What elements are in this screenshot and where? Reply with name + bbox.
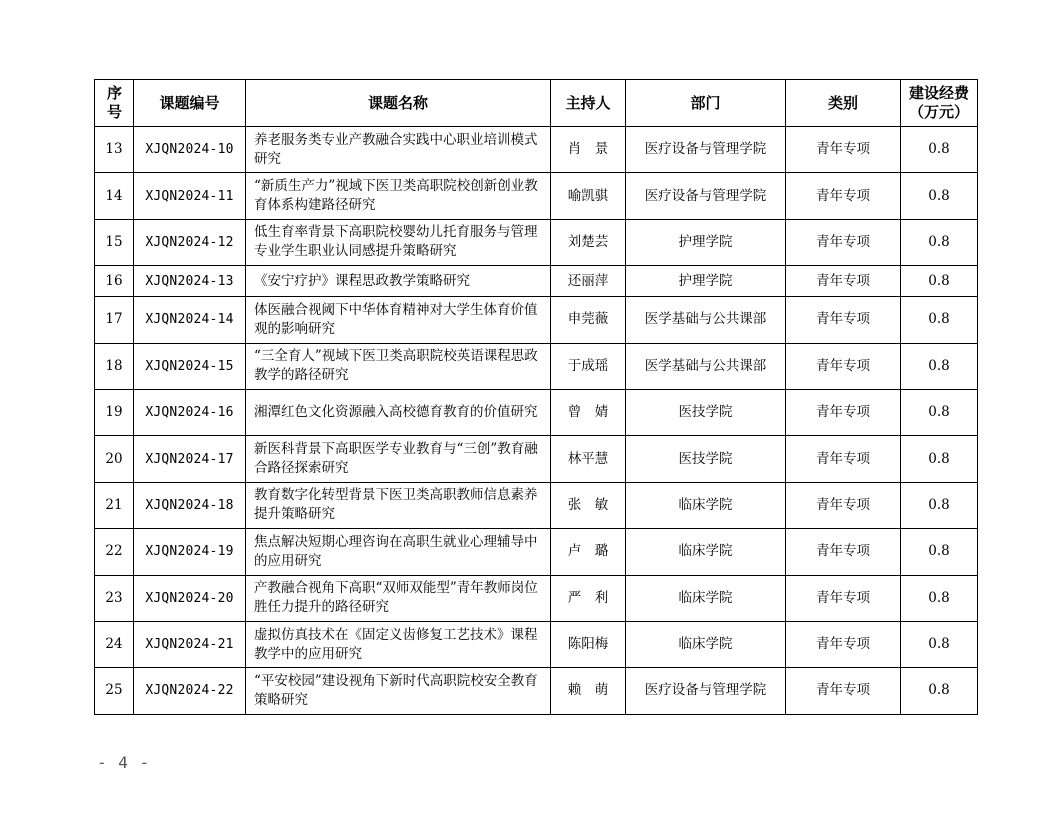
cell-dept: 医疗设备与管理学院 [626,668,786,714]
cell-code: XJQN2024-22 [134,668,246,714]
cell-title: 教育数字化转型背景下医卫类高职教师信息素养提升策略研究 [246,482,551,528]
table-row [95,668,978,714]
header-fund-line1: 建设经费 [908,84,969,102]
table-row [95,621,978,667]
cell-dept: 临床学院 [626,575,786,621]
cell-code: XJQN2024-16 [134,389,246,435]
cell-seq: 15 [95,219,134,265]
cell-code: XJQN2024-21 [134,621,246,667]
cell-title: 产教融合视角下高职“双师双能型”青年教师岗位胜任力提升的路径研究 [246,575,551,621]
cell-host: 于成瑶 [551,343,626,389]
table-row [95,575,978,621]
cell-title: 低生育率背景下高职院校婴幼儿托育服务与管理专业学生职业认同感提升策略研究 [246,219,551,265]
cell-category: 青年专项 [786,173,901,219]
cell-code: XJQN2024-15 [134,343,246,389]
cell-code: XJQN2024-10 [134,127,246,173]
cell-title: 虚拟仿真技术在《固定义齿修复工艺技术》课程教学中的应用研究 [246,621,551,667]
cell-category: 青年专项 [786,436,901,482]
cell-host: 卢 璐 [551,529,626,575]
cell-host: 申莞薇 [551,297,626,343]
cell-dept: 医疗设备与管理学院 [626,173,786,219]
cell-category: 青年专项 [786,575,901,621]
cell-fund: 0.8 [901,297,978,343]
cell-dept: 临床学院 [626,621,786,667]
cell-dept: 医技学院 [626,436,786,482]
table-row [95,297,978,343]
cell-code: XJQN2024-18 [134,482,246,528]
cell-code: XJQN2024-20 [134,575,246,621]
cell-seq: 14 [95,173,134,219]
cell-seq: 17 [95,297,134,343]
cell-category: 青年专项 [786,297,901,343]
cell-host: 喻凯骐 [551,173,626,219]
header-fund-line2: （万元） [908,103,969,121]
cell-title: 湘潭红色文化资源融入高校德育教育的价值研究 [246,389,551,435]
cell-seq: 16 [95,266,134,297]
cell-title: “平安校园”建设视角下新时代高职院校安全教育策略研究 [246,668,551,714]
cell-code: XJQN2024-13 [134,266,246,297]
cell-dept: 医疗设备与管理学院 [626,127,786,173]
cell-seq: 20 [95,436,134,482]
cell-fund: 0.8 [901,173,978,219]
table-row [95,436,978,482]
cell-host: 还丽萍 [551,266,626,297]
cell-dept: 临床学院 [626,482,786,528]
cell-fund: 0.8 [901,343,978,389]
cell-dept: 临床学院 [626,529,786,575]
cell-code: XJQN2024-14 [134,297,246,343]
cell-host: 林平慧 [551,436,626,482]
cell-fund: 0.8 [901,266,978,297]
table-row [95,482,978,528]
cell-fund: 0.8 [901,436,978,482]
header-seq: 序号 [95,80,134,127]
cell-seq: 21 [95,482,134,528]
table-row [95,389,978,435]
cell-category: 青年专项 [786,668,901,714]
header-code: 课题编号 [134,80,246,127]
cell-title: 《安宁疗护》课程思政教学策略研究 [246,266,551,297]
cell-host: 刘楚芸 [551,219,626,265]
cell-category: 青年专项 [786,219,901,265]
cell-dept: 医学基础与公共课部 [626,297,786,343]
cell-code: XJQN2024-11 [134,173,246,219]
table-row [95,343,978,389]
cell-seq: 25 [95,668,134,714]
cell-fund: 0.8 [901,219,978,265]
cell-seq: 13 [95,127,134,173]
cell-host: 曾 婧 [551,389,626,435]
cell-category: 青年专项 [786,389,901,435]
cell-seq: 22 [95,529,134,575]
table-row [95,219,978,265]
cell-fund: 0.8 [901,668,978,714]
cell-host: 肖 景 [551,127,626,173]
cell-title: 养老服务类专业产教融合实践中心职业培训模式研究 [246,127,551,173]
header-fund [901,80,978,127]
cell-category: 青年专项 [786,482,901,528]
project-table [94,79,978,715]
header-host: 主持人 [551,80,626,127]
cell-title: 新医科背景下高职医学专业教育与“三创”教育融合路径探索研究 [246,436,551,482]
cell-title: 焦点解决短期心理咨询在高职生就业心理辅导中的应用研究 [246,529,551,575]
cell-title: “新质生产力”视域下医卫类高职院校创新创业教育体系构建路径研究 [246,173,551,219]
cell-seq: 24 [95,621,134,667]
cell-category: 青年专项 [786,266,901,297]
cell-seq: 23 [95,575,134,621]
cell-fund: 0.8 [901,389,978,435]
table-row [95,529,978,575]
cell-dept: 医学基础与公共课部 [626,343,786,389]
cell-category: 青年专项 [786,343,901,389]
header-dept: 部门 [626,80,786,127]
cell-code: XJQN2024-17 [134,436,246,482]
cell-host: 严 利 [551,575,626,621]
table-row [95,266,978,297]
page-number: - 4 - [97,753,151,772]
cell-dept: 医技学院 [626,389,786,435]
cell-code: XJQN2024-12 [134,219,246,265]
cell-fund: 0.8 [901,127,978,173]
table-body [95,127,978,715]
cell-title: “三全育人”视域下医卫类高职院校英语课程思政教学的路径研究 [246,343,551,389]
cell-host: 张 敏 [551,482,626,528]
header-title: 课题名称 [246,80,551,127]
header-category: 类别 [786,80,901,127]
cell-category: 青年专项 [786,529,901,575]
table-row [95,173,978,219]
cell-host: 赖 萌 [551,668,626,714]
cell-fund: 0.8 [901,482,978,528]
cell-title: 体医融合视阈下中华体育精神对大学生体育价值观的影响研究 [246,297,551,343]
cell-dept: 护理学院 [626,219,786,265]
header-row [95,80,978,127]
cell-fund: 0.8 [901,621,978,667]
cell-fund: 0.8 [901,529,978,575]
cell-host: 陈阳梅 [551,621,626,667]
cell-code: XJQN2024-19 [134,529,246,575]
cell-seq: 19 [95,389,134,435]
cell-seq: 18 [95,343,134,389]
cell-category: 青年专项 [786,621,901,667]
cell-category: 青年专项 [786,127,901,173]
cell-fund: 0.8 [901,575,978,621]
cell-dept: 护理学院 [626,266,786,297]
table-row [95,127,978,173]
